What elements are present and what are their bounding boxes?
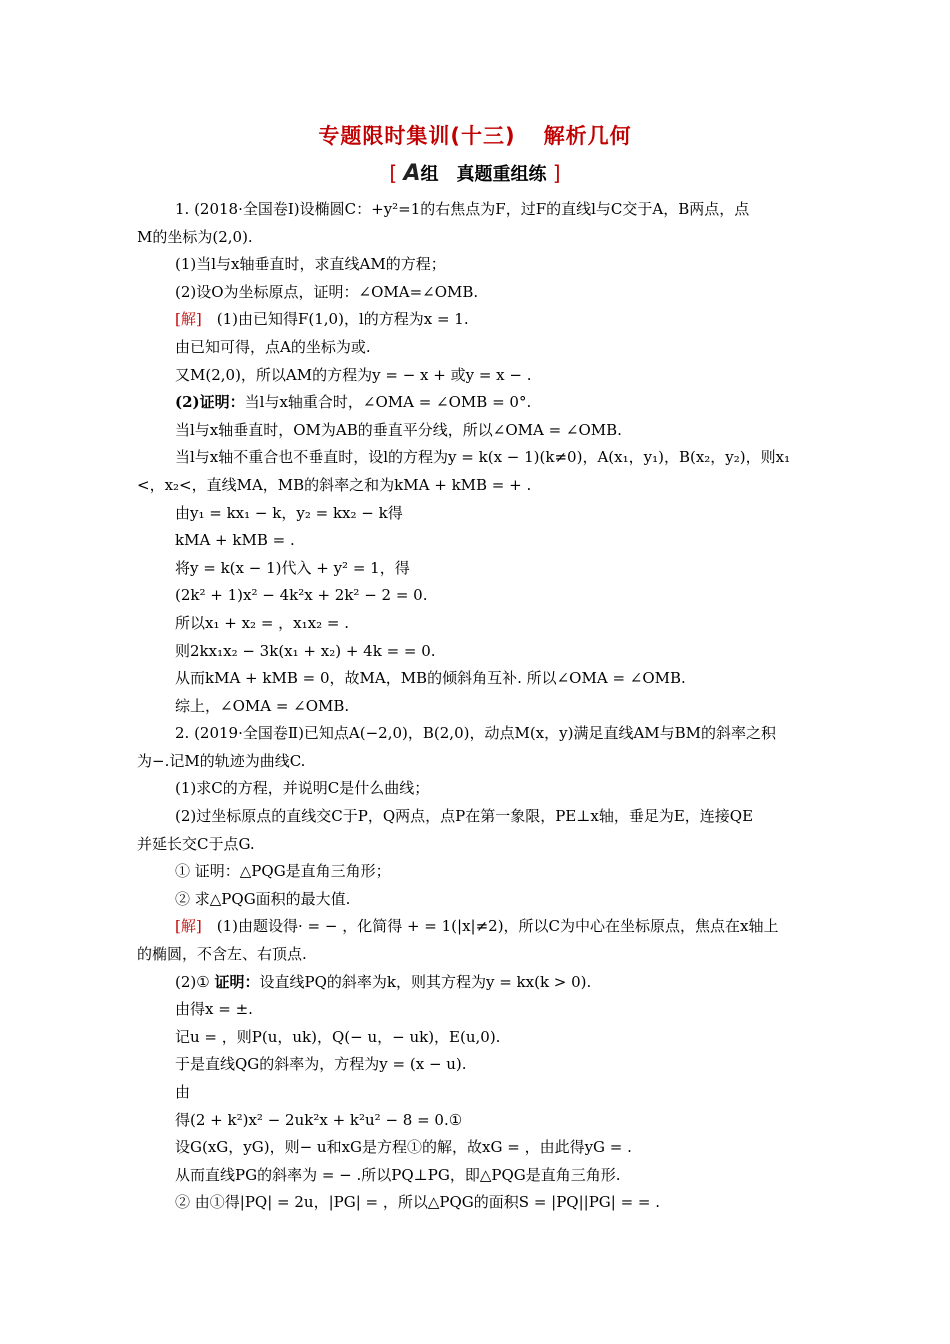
q1-solution-text: (1)由已知得F(1,0)，l的方程为x = 1.	[216, 310, 469, 329]
q1-proof-line: 将y = k(x − 1)代入 + y² = 1，得	[175, 558, 410, 577]
section-bracket-close: ]	[552, 161, 561, 185]
q1-stem-line1: 1. (2018·全国卷Ⅰ)设椭圆C：+y²=1的右焦点为F，过F的直线l与C交于A，B两点，点	[175, 200, 750, 218]
q1-proof-line: 所以x₁ + x₂ = ，x₁x₂ = .	[175, 613, 349, 632]
q1-solution-line: 由已知可得，点A的坐标为或.	[175, 337, 371, 356]
q2-stem-line1: 2. (2019·全国卷Ⅱ)已知点A(−2,0)，B(2,0)，动点M(x，y)满足直线AM与BM的斜率之积	[175, 724, 777, 743]
q1-proof-text: 当l与x轴重合时，∠OMA = ∠OMB = 0°.	[244, 393, 532, 412]
q1-part1: (1)当l与x轴垂直时，求直线AM的方程；	[175, 255, 446, 274]
q2-solution-text: (1)由题设得· = − ，化简得 + = 1(|x|≠2)，所以C为中心在坐标原点，焦点在x轴上	[216, 917, 779, 936]
q2-solution-line: 的椭圆，不含左、右顶点.	[137, 945, 307, 964]
q1-proof-line: 当l与x轴不重合也不垂直时，设l的方程为y = k(x − 1)(k≠0)，A(x₁，y₁)，B(x₂，y₂)，则x₁	[175, 448, 791, 467]
proof-label: 证明：	[214, 972, 260, 991]
document-body	[137, 196, 817, 1217]
q2-proof-line: ② 由①得|PQ| = 2u，|PG| = ，所以△PQG的面积S = |PQ||PG| = = .	[175, 1193, 661, 1212]
q1-proof-line: 由y₁ = kx₁ − k，y₂ = kx₂ − k得	[175, 503, 403, 522]
q2-proof-line: 记u = ，则P(u，uk)，Q(− u，− uk)，E(u,0).	[175, 1027, 501, 1046]
proof-prefix: (2)①	[175, 972, 215, 991]
q1-stem-line2: M的坐标为(2,0).	[137, 227, 253, 246]
q1-proof-line: kMA + kMB = .	[175, 531, 295, 550]
q2-proof-line: 于是直线QG的斜率为，方程为y = (x − u).	[175, 1055, 467, 1074]
title-main: 专题限时集训(十三)	[318, 124, 516, 148]
q1-proof-line: (2k² + 1)x² − 4k²x + 2k² − 2 = 0.	[175, 586, 428, 605]
q1-proof-start	[137, 389, 817, 417]
q2-part1: (1)求C的方程，并说明C是什么曲线；	[175, 779, 430, 798]
q2-proof-text: 设直线PQ的斜率为k，则其方程为y = kx(k > 0).	[259, 972, 592, 991]
title-topic: 解析几何	[543, 124, 632, 148]
q2-proof-line: 由	[175, 1083, 191, 1101]
q2-proof-start	[137, 969, 817, 997]
q2-part2-line2: 并延长交C于点G.	[137, 834, 255, 853]
q2-proof-line: 设G(xG，yG)，则− u和xG是方程①的解，故xG = ，由此得yG = .	[175, 1138, 632, 1157]
solution-label: [解]	[175, 310, 202, 329]
section-letter: A	[403, 161, 421, 186]
q2-proof-line: 得(2 + k²)x² − 2uk²x + k²u² − 8 = 0.①	[175, 1110, 463, 1129]
proof-label: (2)证明：	[175, 393, 245, 412]
q1-solution-start	[137, 306, 817, 334]
q2-solution-start	[137, 913, 817, 941]
section-text: 组 真题重组练	[420, 164, 547, 185]
q1-proof-line: <，x₂<，直线MA，MB的斜率之和为kMA + kMB = + .	[137, 475, 532, 494]
solution-label: [解]	[175, 917, 202, 936]
q1-part2: (2)设O为坐标原点，证明：∠OMA=∠OMB.	[175, 282, 479, 301]
q2-stem-line2: 为−.记M的轨迹为曲线C.	[137, 751, 306, 770]
section-heading	[0, 160, 950, 186]
q2-proof-line: 由得x = ±.	[175, 1000, 253, 1019]
section-bracket-open: [	[389, 161, 398, 185]
q2-proof-line: 从而直线PG的斜率为 = − .所以PQ⊥PG，即△PQG是直角三角形.	[175, 1165, 621, 1184]
q1-proof-line: 则2kx₁x₂ − 3k(x₁ + x₂) + 4k = = 0.	[175, 641, 436, 660]
q1-conclusion: 综上，∠OMA = ∠OMB.	[175, 696, 350, 715]
q1-proof-line: 当l与x轴垂直时，OM为AB的垂直平分线，所以∠OMA = ∠OMB.	[175, 420, 622, 439]
q2-subpart1: ① 证明：△PQG是直角三角形；	[175, 862, 391, 881]
q1-proof-line: 从而kMA + kMB = 0，故MA，MB的倾斜角互补. 所以∠OMA = ∠OMB.	[175, 669, 686, 688]
q1-solution-line: 又M(2,0)，所以AM的方程为y = − x + 或y = x − .	[175, 365, 532, 384]
q2-subpart2: ② 求△PQG面积的最大值.	[175, 889, 351, 908]
page-title	[0, 120, 950, 150]
q2-part2-line1: (2)过坐标原点的直线交C于P，Q两点，点P在第一象限，PE⊥x轴，垂足为E，连接QE	[175, 807, 754, 826]
